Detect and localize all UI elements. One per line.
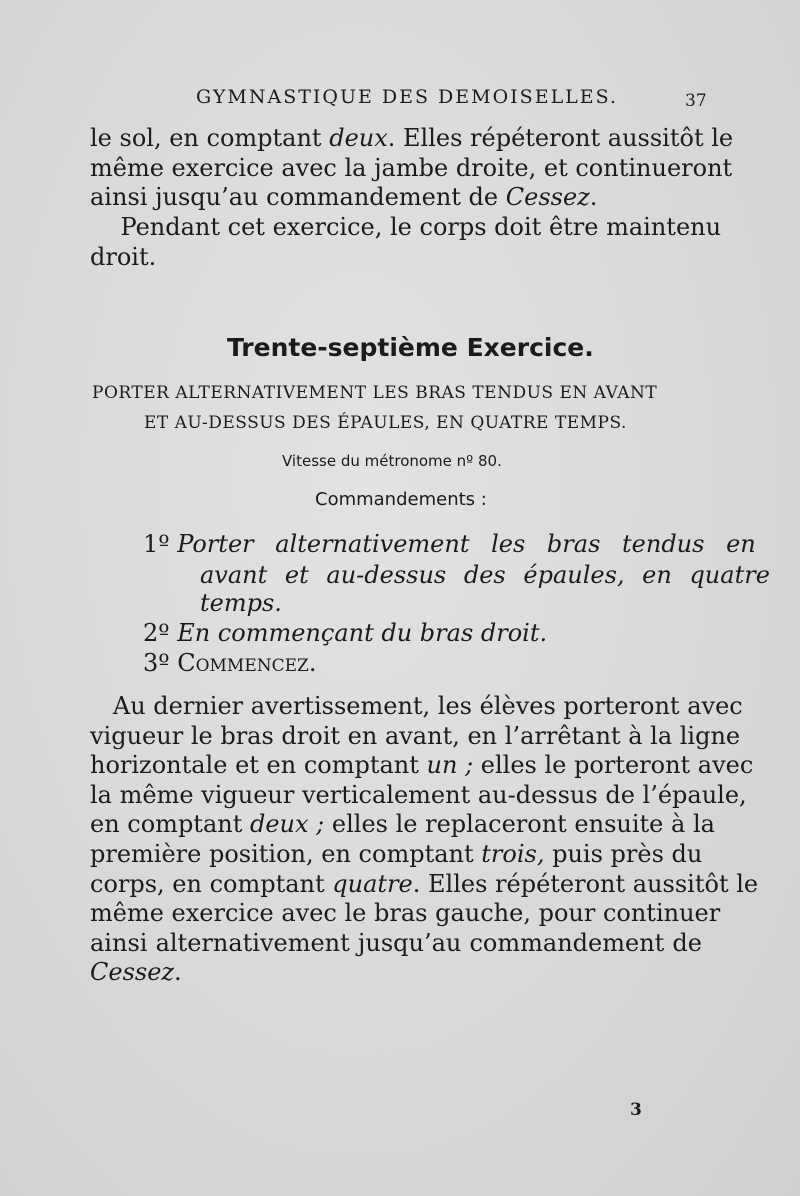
command-1-continued: avant et au-dessus des épaules, en quatre bbox=[200, 561, 770, 589]
paragraph-body-position bbox=[90, 213, 722, 272]
command-3: 3º Commencez. bbox=[143, 649, 317, 677]
text-line: en comptant deux ; elles le replaceront ensuite à la bbox=[90, 810, 715, 839]
command-2: 2º En commençant du bras droit. bbox=[143, 619, 548, 647]
commands-heading: Commandements : bbox=[315, 489, 487, 510]
text-line: horizontale et en comptant un ; elles le porteront avec bbox=[90, 751, 754, 780]
page-number: 37 bbox=[685, 91, 707, 111]
text-line: Au dernier avertissement, les élèves porteront avec bbox=[112, 692, 743, 720]
text-line: ainsi jusqu’au commandement de Cessez. bbox=[90, 183, 598, 212]
command-1: 1º Porter alternativement les bras tendus en bbox=[143, 530, 756, 558]
text-line: Pendant cet exercice, le corps doit être maintenu bbox=[120, 213, 722, 241]
text-line: même exercice avec la jambe droite, et continueront bbox=[90, 153, 733, 182]
metronome-speed: Vitesse du métronome nº 80. bbox=[282, 452, 502, 470]
text-line: Cessez. bbox=[90, 958, 182, 987]
paragraph-continuation bbox=[90, 124, 734, 213]
text-line: vigueur le bras droit en avant, en l’arrêtant à la ligne bbox=[90, 721, 741, 750]
text-line: le sol, en comptant deux. Elles répéteront aussitôt le bbox=[90, 124, 734, 152]
exercise-title: Trente-septième Exercice. bbox=[227, 333, 594, 362]
text-line: même exercice avec le bras gauche, pour continuer bbox=[90, 899, 721, 928]
text-line: droit. bbox=[90, 242, 157, 271]
text-line: ainsi alternativement jusqu’au commandement de bbox=[90, 928, 702, 957]
exercise-subtitle-line2: ET AU-DESSUS DES ÉPAULES, EN QUATRE TEMPS. bbox=[144, 413, 627, 433]
signature-mark: 3 bbox=[630, 1100, 642, 1120]
running-header: GYMNASTIQUE DES DEMOISELLES. bbox=[196, 86, 619, 108]
exercise-subtitle-line1: PORTER ALTERNATIVEMENT LES BRAS TENDUS EN AVANT bbox=[92, 383, 658, 403]
text-line: première position, en comptant trois, puis près du bbox=[90, 839, 703, 868]
command-1-continued: temps. bbox=[200, 589, 282, 617]
text-line: la même vigueur verticalement au-dessus de l’épaule, bbox=[90, 780, 747, 809]
text-line: corps, en comptant quatre. Elles répéteront aussitôt le bbox=[90, 869, 759, 898]
paragraph-explanation bbox=[90, 692, 759, 988]
